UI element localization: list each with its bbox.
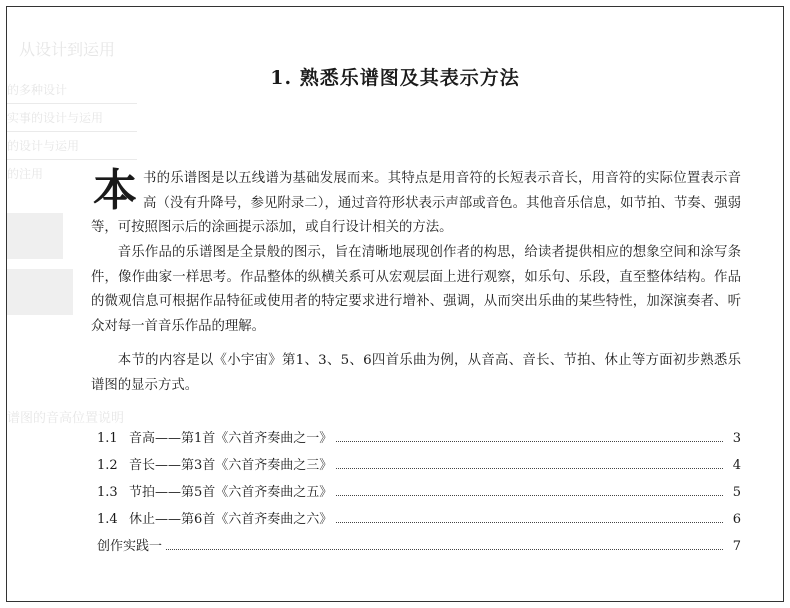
toc-title: 音高——第1首《六首齐奏曲之一》 bbox=[129, 431, 333, 446]
toc-leader bbox=[336, 468, 723, 469]
toc-entry[interactable] bbox=[97, 535, 741, 562]
toc-leader bbox=[336, 522, 723, 523]
ghost-rule bbox=[7, 159, 137, 160]
paragraph-body: 音乐作品的乐谱图是全景般的图示，旨在清晰地展现创作者的构思，给读者提供相应的想象空间和涂写条件，像作曲家一样思考。作品整体的纵横关系可从宏观层面上进行观察，如乐句、乐段，直至整体结构。作品的微观信息可根据作品特征或使用者的特定要求进行增补、强调，从而突出乐曲的某些特性，加深演奏者、听众对每一首音乐作品的理解。 bbox=[91, 245, 741, 334]
toc-page: 5 bbox=[732, 485, 741, 500]
toc-leader bbox=[336, 441, 723, 442]
toc-entry[interactable] bbox=[97, 481, 741, 508]
toc-entry[interactable] bbox=[97, 508, 741, 535]
ghost-item: 实事的设计与运用 bbox=[7, 111, 104, 125]
toc-page: 3 bbox=[732, 431, 741, 446]
toc-entry[interactable] bbox=[97, 427, 741, 454]
paragraph-body: 本节的内容是以《小宇宙》第1、3、5、6四首乐曲为例，从音高、音长、节拍、休止等方面初步熟悉乐谱图的显示方式。 bbox=[91, 353, 741, 393]
toc-title: 节拍——第5首《六首齐奏曲之五》 bbox=[129, 485, 333, 500]
toc-page: 7 bbox=[732, 539, 741, 554]
ghost-item: 的设计与运用 bbox=[7, 139, 80, 153]
section-title: 1. 熟悉乐谱图及其表示方法 bbox=[270, 67, 520, 89]
paragraph-intro-text: 书的乐谱图是以五线谱为基础发展而来。其特点是用音符的长短表示音长，用音符的实际位置表示音高（没有升降号，参见附录二），通过音符形状表示声部或音色。其他音乐信息，如节拍、节奏、强弱等，可按照图示后的涂画提示添加，或自行设计相关的方法。 bbox=[91, 171, 741, 236]
toc-leader bbox=[336, 495, 723, 496]
table-of-contents bbox=[97, 427, 741, 562]
toc-number: 1.1 bbox=[97, 431, 118, 446]
ghost-heading: 从设计到运用 bbox=[19, 40, 116, 59]
ghost-item: 的多种设计 bbox=[7, 83, 68, 97]
document-page bbox=[6, 6, 784, 602]
toc-number: 1.2 bbox=[97, 458, 118, 473]
drop-cap: 本 bbox=[93, 165, 137, 216]
toc-leader bbox=[166, 549, 723, 550]
toc-page: 6 bbox=[732, 512, 741, 527]
toc-entry[interactable] bbox=[97, 454, 741, 481]
ghost-rule bbox=[7, 131, 137, 132]
ghost-block bbox=[6, 269, 73, 315]
toc-title: 休止——第6首《六首齐奏曲之六》 bbox=[129, 512, 333, 527]
toc-title: 创作实践一 bbox=[97, 539, 163, 554]
toc-page: 4 bbox=[732, 458, 741, 473]
toc-number: 1.4 bbox=[97, 512, 118, 527]
ghost-sub-heading: 谱图的音高位置说明 bbox=[7, 411, 125, 426]
toc-title: 音长——第3首《六首齐奏曲之三》 bbox=[129, 458, 333, 473]
paragraph-intro bbox=[91, 167, 741, 241]
ghost-block bbox=[6, 213, 63, 259]
toc-number: 1.3 bbox=[97, 485, 118, 500]
ghost-rule bbox=[7, 103, 137, 104]
ghost-item: 的注用 bbox=[7, 167, 44, 181]
